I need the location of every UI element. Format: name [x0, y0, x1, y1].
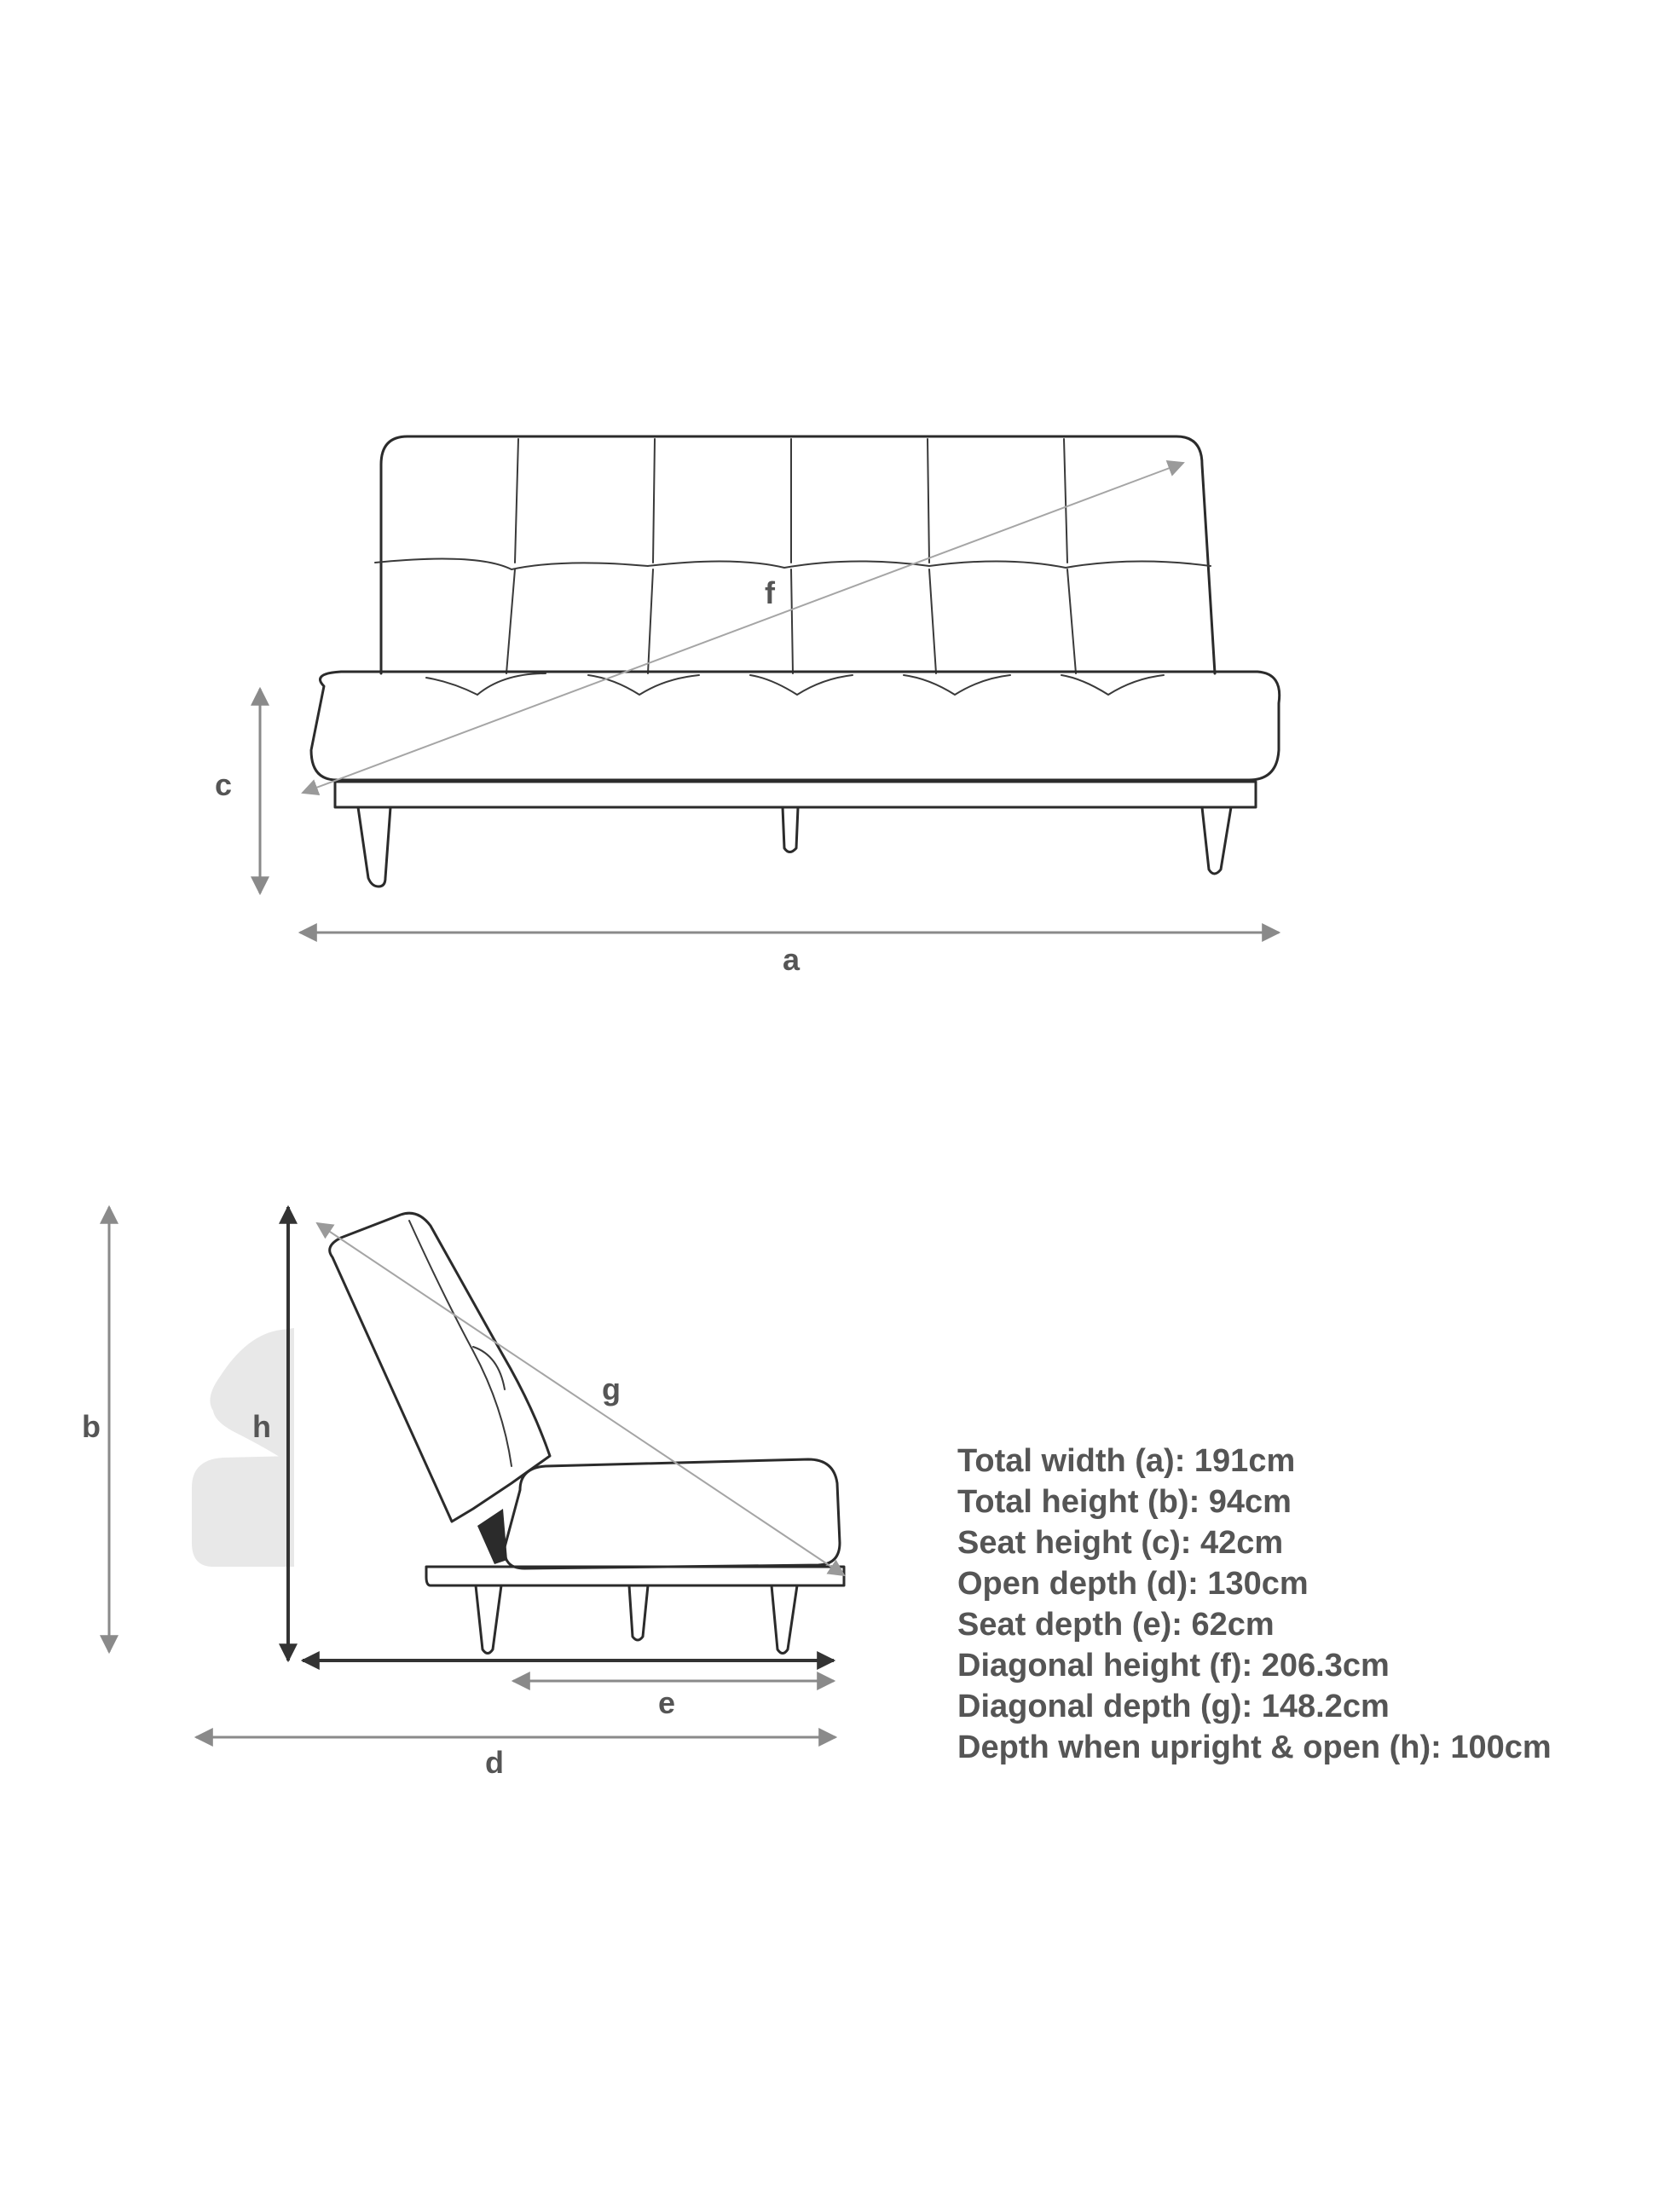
- side-ghost-backrest: [210, 1328, 294, 1466]
- side-hinge: [477, 1509, 507, 1564]
- spec-total-width: Total width (a): 191cm: [957, 1443, 1296, 1479]
- side-base-platform: [426, 1567, 844, 1585]
- side-legs: [476, 1585, 797, 1654]
- side-view: [82, 1207, 844, 1780]
- side-label-h: h: [252, 1409, 271, 1444]
- spec-diagonal-depth: Diagonal depth (g): 148.2cm: [957, 1689, 1390, 1724]
- side-label-g: g: [602, 1372, 621, 1406]
- spec-seat-height: Seat height (c): 42cm: [957, 1525, 1284, 1561]
- front-backrest-seam: [375, 559, 1211, 570]
- front-view: [215, 436, 1280, 977]
- spec-total-height: Total height (b): 94cm: [957, 1484, 1292, 1520]
- front-seat-cushion: [311, 672, 1280, 780]
- front-label-c: c: [214, 767, 233, 802]
- side-label-b: b: [82, 1409, 101, 1444]
- front-backrest: [381, 436, 1215, 673]
- front-base-rail: [335, 782, 1256, 807]
- side-backrest: [330, 1213, 550, 1522]
- side-ghost-seat: [192, 1456, 294, 1567]
- spec-open-depth: Open depth (d): 130cm: [957, 1566, 1309, 1602]
- front-legs: [358, 807, 1231, 887]
- front-label-a: a: [782, 942, 801, 977]
- spec-diagonal-height: Diagonal height (f): 206.3cm: [957, 1648, 1390, 1684]
- side-label-e: e: [657, 1685, 676, 1720]
- front-label-f: f: [765, 575, 775, 610]
- spec-depth-upright-open: Depth when upright & open (h): 100cm: [957, 1730, 1552, 1765]
- spec-seat-depth: Seat depth (e): 62cm: [957, 1607, 1275, 1643]
- front-dimension-f-arrow: [303, 463, 1183, 793]
- front-seat-tufting: [426, 673, 1164, 695]
- specifications-list: [957, 1443, 1552, 1765]
- side-seat-cushion: [505, 1459, 840, 1568]
- front-backrest-tufting: [506, 439, 1076, 673]
- side-label-d: d: [485, 1745, 504, 1780]
